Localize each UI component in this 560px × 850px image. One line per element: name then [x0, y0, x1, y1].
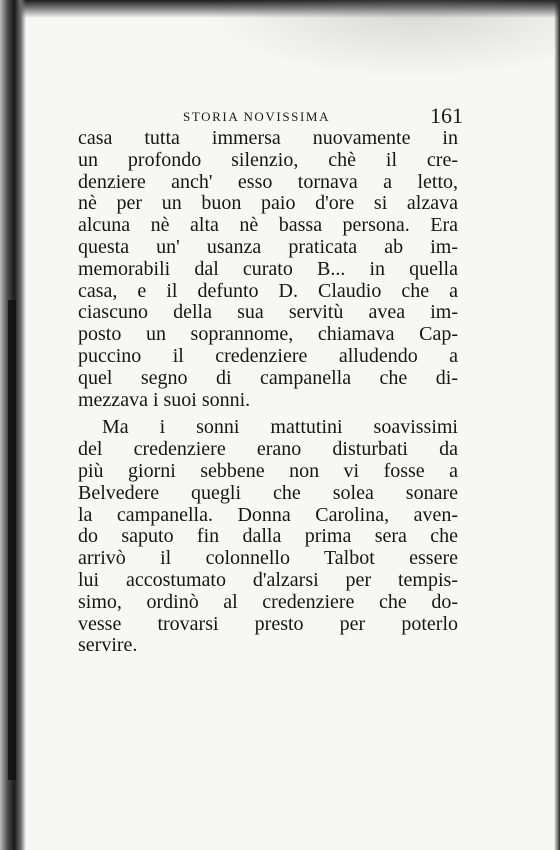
running-head: STORIA NOVISSIMA	[183, 109, 331, 124]
text-line: simo, ordinò al credenziere che do-	[78, 590, 458, 613]
text-line: casa tutta immersa nuovamente in	[78, 127, 458, 149]
text-line: vesse trovarsi presto per poterlo	[78, 612, 458, 635]
text-line: più giorni sebbene non vi fosse a	[78, 459, 458, 482]
text-line: la campanella. Donna Carolina, aven-	[78, 503, 458, 526]
text-line: memorabili dal curato B... in quella	[78, 257, 458, 280]
text-line: denziere anch' esso tornava a letto,	[78, 170, 458, 193]
text-line: quel segno di campanella che di-	[78, 366, 458, 389]
book-binding-gutter	[8, 300, 16, 780]
text-line: lui accostumato d'alzarsi per tempis-	[78, 568, 458, 591]
text-line: servire.	[78, 634, 138, 657]
text-line: del credenziere erano disturbati da	[78, 438, 458, 461]
text-line: nè per un buon paio d'ore si alzava	[78, 192, 458, 215]
text-line: posto un soprannome, chiamava Cap-	[78, 323, 458, 346]
text-line: Belvedere quegli che solea sonare	[78, 481, 458, 504]
body-text	[78, 128, 458, 657]
text-line: puccino il credenziere alludendo a	[78, 344, 458, 367]
text-line: questa un' usanza praticata ab im-	[78, 235, 458, 258]
page-top-discoloration	[200, 0, 560, 80]
text-line: ciascuno della sua servitù avea im-	[78, 301, 458, 324]
text-line: casa, e il defunto D. Claudio che a	[78, 279, 458, 302]
text-line: alcuna nè alta nè bassa persona. Era	[78, 214, 458, 237]
paragraph-2	[78, 417, 458, 657]
text-line: un profondo silenzio, chè il cre-	[78, 148, 458, 171]
text-line: arrivò il colonnello Talbot essere	[78, 547, 458, 570]
text-line: Ma i sonni mattutini soavissimi	[102, 416, 458, 439]
page-right-edge	[554, 0, 560, 850]
paragraph-1	[78, 128, 458, 411]
text-line: do saputo fin dalla prima sera che	[78, 525, 458, 548]
text-line: mezzava i suoi sonni.	[78, 388, 251, 411]
page-number: 161	[430, 103, 463, 128]
